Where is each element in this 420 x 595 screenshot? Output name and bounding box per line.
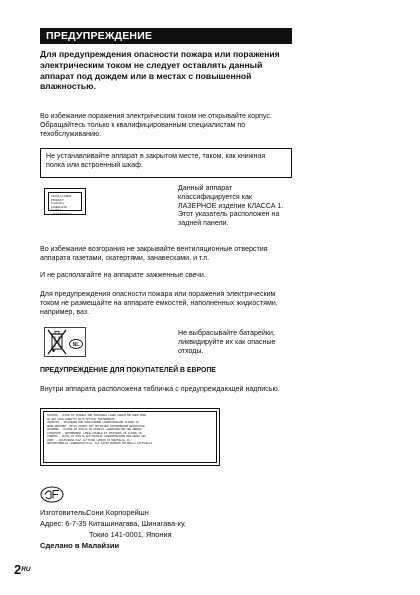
page-language: RU [21,566,31,573]
address-line-2: Токио 141-0001, Япония [89,530,172,539]
country-of-origin: Сделано в Малайзии [40,541,120,550]
caution-line: NÄKYMÄTTÖMÄLLE LASERSÄTEILYLLE. ÄLÄ KATSO SUORAAN OPTISELLA LAITTEELLA [47,442,153,445]
caution-label [40,408,220,466]
caution-label-inner [43,411,217,463]
laser-class-label-inner [48,192,82,216]
europe-warning-heading: ПРЕДУПРЕЖДЕНИЕ ДЛЯ ПОКУПАТЕЛЕЙ В ЕВРОПЕ [40,367,216,374]
nl-mark: NL [72,342,80,348]
laser-class-description: Данный аппарат классифицируется как ЛАЗЕРНОЕ изделие КЛАССА 1. Этот указатель расположен на задней панели. [178,184,284,228]
caution-line: ATTENTION – RAYONNEMENT LASER VISIBLE ET INVISIBLE DE CLASSE 1M [47,431,142,435]
battery-disposal-notice: Не выбрасывайте батарейки, ликвидируйте их как опасные отходы. [178,329,276,355]
manufacturer-name: Сони Корпорейшн [86,508,149,517]
manufacturer-label: Изготовитель: [40,508,89,517]
certification-mark-icon [40,486,64,503]
caution-line: ADVARSEL – KLASSE 1M SYNLIG OG USYNLIG LASERSTRÅLING VED ÅBNING [47,428,142,431]
ventilation-notice: Во избежание возгорания не закрывайте вентиляционные отверстия аппарата газетами, скатертями, занавесками, и т.п. [40,245,268,262]
caution-line: DO NOT VIEW DIRECTLY WITH OPTICAL INSTRUMENTS [47,417,115,421]
candle-notice: И не располагайте на аппарате зажженные свечи. [40,271,206,279]
placement-notice: Не устанавливайте аппарат в закрытом месте, таком, как книжная полка или встроенный шкаф. [46,152,266,169]
caution-line: VARO! – AVATTAESSA OLET ALTTIINA LUOKAN 1M NÄKYVÄLLE JA [47,438,130,442]
page-number-value: 2 [14,562,22,577]
page-number [14,563,31,577]
laser-label-line: KLASS 1 LASERAPPARAT [51,209,72,216]
manufacturer-line [40,508,149,517]
placement-notice-box [40,148,292,178]
shock-notice: Во избежание поражения электрическим током не открывайте корпус. Обращайтесь только к квалифицированным специалистам по техобслуживанию. [40,112,272,139]
warning-lead-text: Для предупреждения опасности пожара или поражения электрическим током не следует оставлять данный аппарат под дождем или в местах с повышенной влажностью. [40,49,280,92]
crossed-out-bin-icon [44,327,86,357]
laser-class-label [44,188,86,215]
address-label: Адрес: [40,519,64,528]
laser-label-line: CLASS 1 LASER PRODUCT [51,195,71,202]
address-line-1: 6-7-35 Киташинагава, Шинагава-ку, [65,519,186,528]
caution-line: VARNING – KLASS 1M SYNLIG OCH OSYNLIG LASERSTRÅLNING NÄR DENNA DEL [47,435,147,438]
address-line [40,519,186,528]
europe-warning-text: Внутри аппарата расположена табличка с предупреждающей надписью. [40,385,280,393]
warning-banner: ПРЕДУПРЕЖДЕНИЕ [40,28,292,44]
caution-line: VORSICHT – SICHTBARE UND UNSICHTBARE LASERSTRAHLUNG KLASSE 1M [47,421,139,424]
caution-line: WENN GEÖFFNET. NICHT DIREKT MIT OPTISCHEN INSTRUMENTEN BETRACHTEN [47,424,145,428]
liquid-notice: Для предупреждения опасности пожара или поражения электрическим током не размещайте на аппарате емкостей, наполненных жидкостями, например, ваз. [40,290,278,316]
laser-label-line: LUOKAN 1 LASERLAITE [51,202,67,209]
caution-line: CAUTION – CLASS 1M VISIBLE AND INVISIBLE LASER RADIATION WHEN OPEN [47,414,147,417]
